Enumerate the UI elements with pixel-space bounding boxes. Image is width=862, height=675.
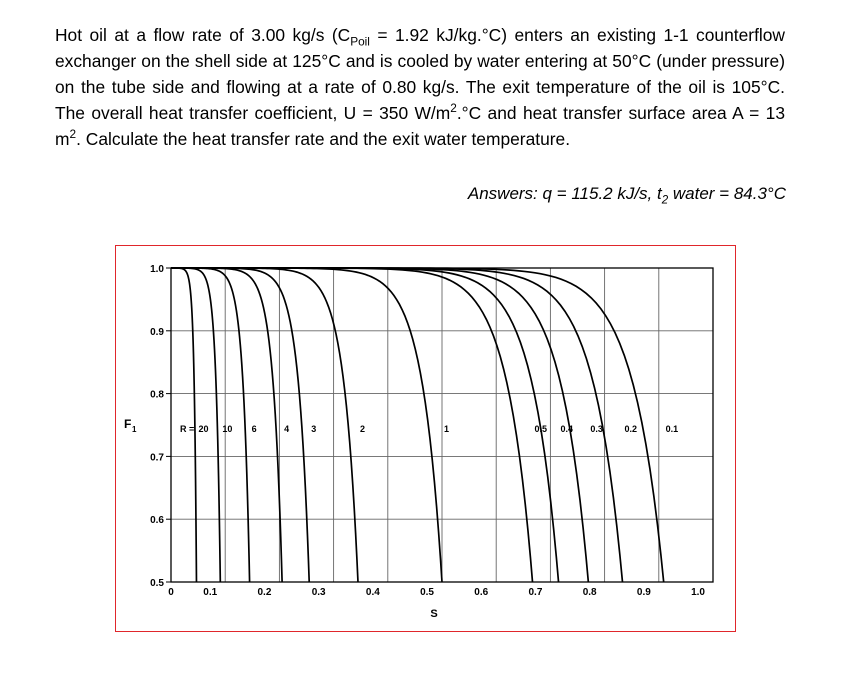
x-tick-label: 0.7 (528, 587, 543, 598)
problem-text-3: .°C and heat transfer surface area A = 13 m (55, 103, 785, 149)
cp-subscript: Poil (350, 34, 370, 49)
x-tick-label: 0.8 (582, 587, 597, 598)
curve-r-0_3 (171, 268, 588, 582)
curve-label-r-10: 10 (222, 424, 233, 435)
curve-label-r-2: 2 (359, 424, 366, 435)
correction-factor-figure (115, 245, 736, 632)
x-tick-label: 0.6 (474, 587, 489, 598)
curve-label-r-0_5: 0.5 (534, 424, 548, 435)
answers-subscript: 2 (661, 194, 669, 207)
x-tick-label: 0.2 (257, 587, 272, 598)
curve-label-r-0_2: 0.2 (624, 424, 638, 435)
answers-text-2: water = 84.3°C (668, 184, 786, 203)
y-tick-label: 0.6 (150, 515, 164, 527)
x-tick-label: 0.9 (636, 587, 651, 598)
y-axis-title-subscript: 1 (132, 425, 137, 435)
problem-text-1: Hot oil at a flow rate of 3.00 kg/s (C (55, 25, 351, 45)
x-tick-label: 0.3 (311, 587, 326, 598)
problem-text-2: = 1.92 kJ/kg.°C) enters an existing 1-1 counterflow exchanger on the shell side at 125°C and is cooled by water entering at 50°C (under pressure) on the tube side and flowing at a rate of 0.80 kg/s. The exit temperature of the oil is 105°C. The overall heat transfer coefficient, U = 350 W/m (55, 25, 785, 123)
problem-statement (55, 22, 785, 152)
curve-label-r-4: 4 (284, 424, 290, 435)
x-tick-label: 0.5 (420, 587, 434, 598)
y-tick-label: 0.5 (150, 578, 164, 589)
curve-label-r-0_4: 0.4 (560, 424, 574, 435)
x-tick-label: 0.1 (203, 587, 218, 598)
curve-label-r-0_1: 0.1 (665, 424, 679, 435)
curve-label-r-1: 1 (444, 424, 450, 435)
y-axis-title: F (124, 417, 132, 432)
y-tick-label: 0.8 (150, 389, 164, 401)
y-tick-label: 1.0 (150, 264, 164, 275)
area-exponent-1: 2 (450, 101, 457, 116)
curve-label-r-0_3: 0.3 (590, 424, 603, 435)
area-exponent-2: 2 (69, 127, 77, 142)
x-tick-label: 1.0 (691, 587, 705, 598)
answers-line (467, 184, 786, 207)
x-tick-label: 0.4 (365, 587, 380, 598)
r-prefix-label: R = (180, 424, 195, 435)
y-tick-label: 0.9 (150, 326, 164, 338)
curve-label-r-6: 6 (251, 424, 257, 435)
correction-factor-chart (116, 246, 734, 630)
curve-label-r-3: 3 (311, 424, 317, 435)
problem-text-4: . Calculate the heat transfer rate and the exit water temperature. (76, 129, 571, 149)
y-tick-label: 0.7 (150, 452, 164, 464)
x-axis-title: S (430, 608, 438, 620)
x-tick-label: 0 (168, 587, 174, 598)
curve-label-r-20: 20 (198, 424, 209, 435)
answers-text-1: Answers: q = 115.2 kJ/s, t (467, 184, 662, 203)
